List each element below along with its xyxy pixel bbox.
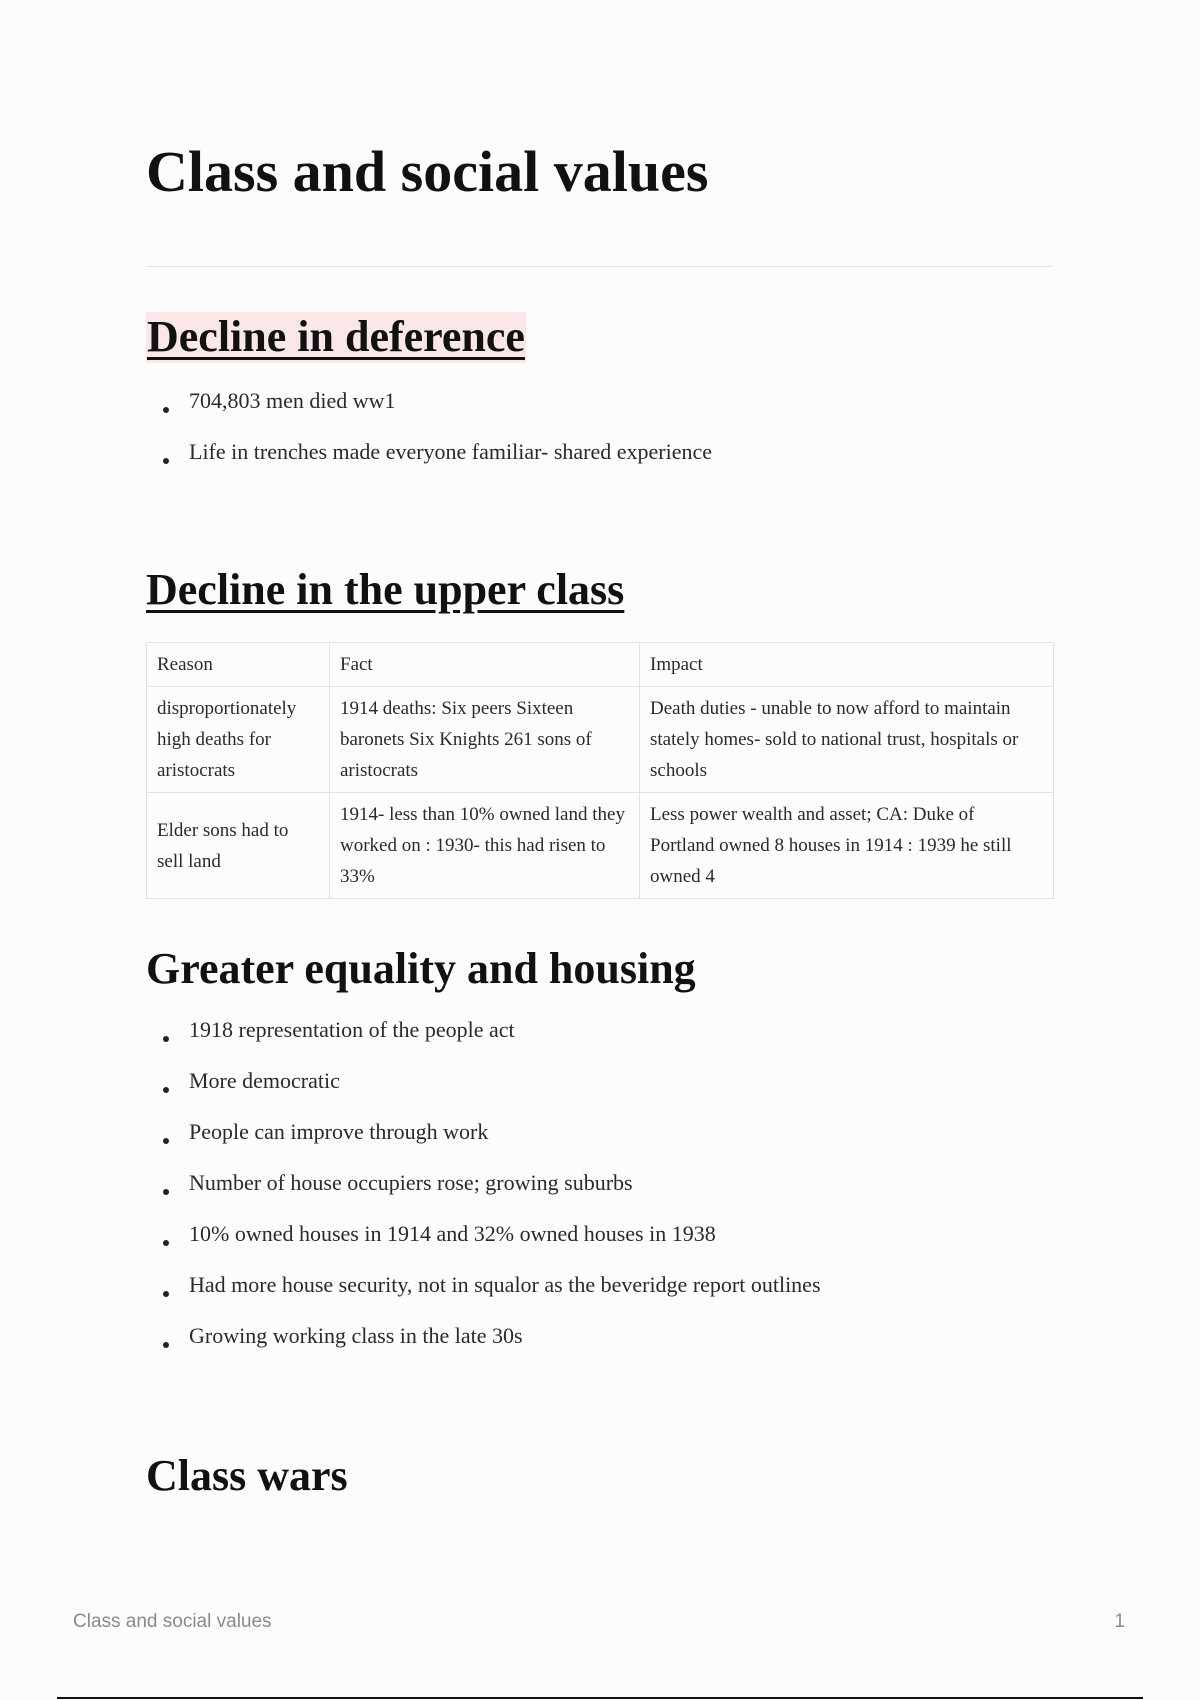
table-header-row (147, 643, 1054, 687)
list-item (146, 1268, 1053, 1319)
upper-class-table (146, 642, 1054, 899)
list-item-text: Had more house security, not in squalor as the beveridge report outlines (189, 1272, 821, 1297)
list-item-text: People can improve through work (189, 1119, 489, 1144)
table-header-cell: Reason (147, 643, 330, 687)
list-item (146, 384, 1053, 435)
bullet-icon (163, 1087, 169, 1093)
page-bottom-rule (57, 1697, 1143, 1699)
bullet-icon (163, 1342, 169, 1348)
list-item (146, 1319, 1053, 1370)
table-cell: Elder sons had to sell land (147, 793, 330, 899)
deference-bullet-list (146, 384, 1053, 486)
list-item (146, 1115, 1053, 1166)
table-row (147, 687, 1054, 793)
list-item (146, 1013, 1053, 1064)
list-item (146, 1064, 1053, 1115)
table-cell: disproportionately high deaths for aristocrats (147, 687, 330, 793)
list-item-text: 1918 representation of the people act (189, 1017, 515, 1042)
heading-greater-equality-and-housing: Greater equality and housing (146, 944, 696, 993)
heading-decline-in-deference: Decline in deference (147, 312, 525, 361)
title-divider (146, 266, 1053, 267)
bullet-icon (163, 1138, 169, 1144)
list-item (146, 1217, 1053, 1268)
page-title: Class and social values (146, 139, 709, 204)
list-item (146, 435, 1053, 486)
list-item-text: 704,803 men died ww1 (189, 388, 396, 413)
bullet-icon (163, 1240, 169, 1246)
table-cell: Death duties - unable to now afford to maintain stately homes- sold to national trust, hospitals or schools (640, 687, 1054, 793)
table-cell: 1914 deaths: Six peers Sixteen baronets Six Knights 261 sons of aristocrats (330, 687, 640, 793)
bullet-icon (163, 407, 169, 413)
table-cell: 1914- less than 10% owned land they worked on : 1930- this had risen to 33% (330, 793, 640, 899)
footer-page-number: 1 (1114, 1611, 1125, 1632)
list-item (146, 1166, 1053, 1217)
bullet-icon (163, 458, 169, 464)
bullet-icon (163, 1291, 169, 1297)
list-item-text: Growing working class in the late 30s (189, 1323, 523, 1348)
table-header-cell: Impact (640, 643, 1054, 687)
table-header-cell: Fact (330, 643, 640, 687)
bullet-icon (163, 1189, 169, 1195)
list-item-text: Life in trenches made everyone familiar- shared experience (189, 439, 713, 464)
table-row (147, 793, 1054, 899)
equality-bullet-list (146, 1013, 1053, 1370)
list-item-text: 10% owned houses in 1914 and 32% owned houses in 1938 (189, 1221, 716, 1246)
footer-document-title: Class and social values (73, 1611, 272, 1632)
heading-class-wars: Class wars (146, 1451, 348, 1500)
list-item-text: Number of house occupiers rose; growing suburbs (189, 1170, 633, 1195)
bullet-icon (163, 1036, 169, 1042)
heading-decline-in-upper-class: Decline in the upper class (146, 565, 625, 614)
table-cell: Less power wealth and asset; CA: Duke of Portland owned 8 houses in 1914 : 1939 he still owned 4 (640, 793, 1054, 899)
list-item-text: More democratic (189, 1068, 340, 1093)
